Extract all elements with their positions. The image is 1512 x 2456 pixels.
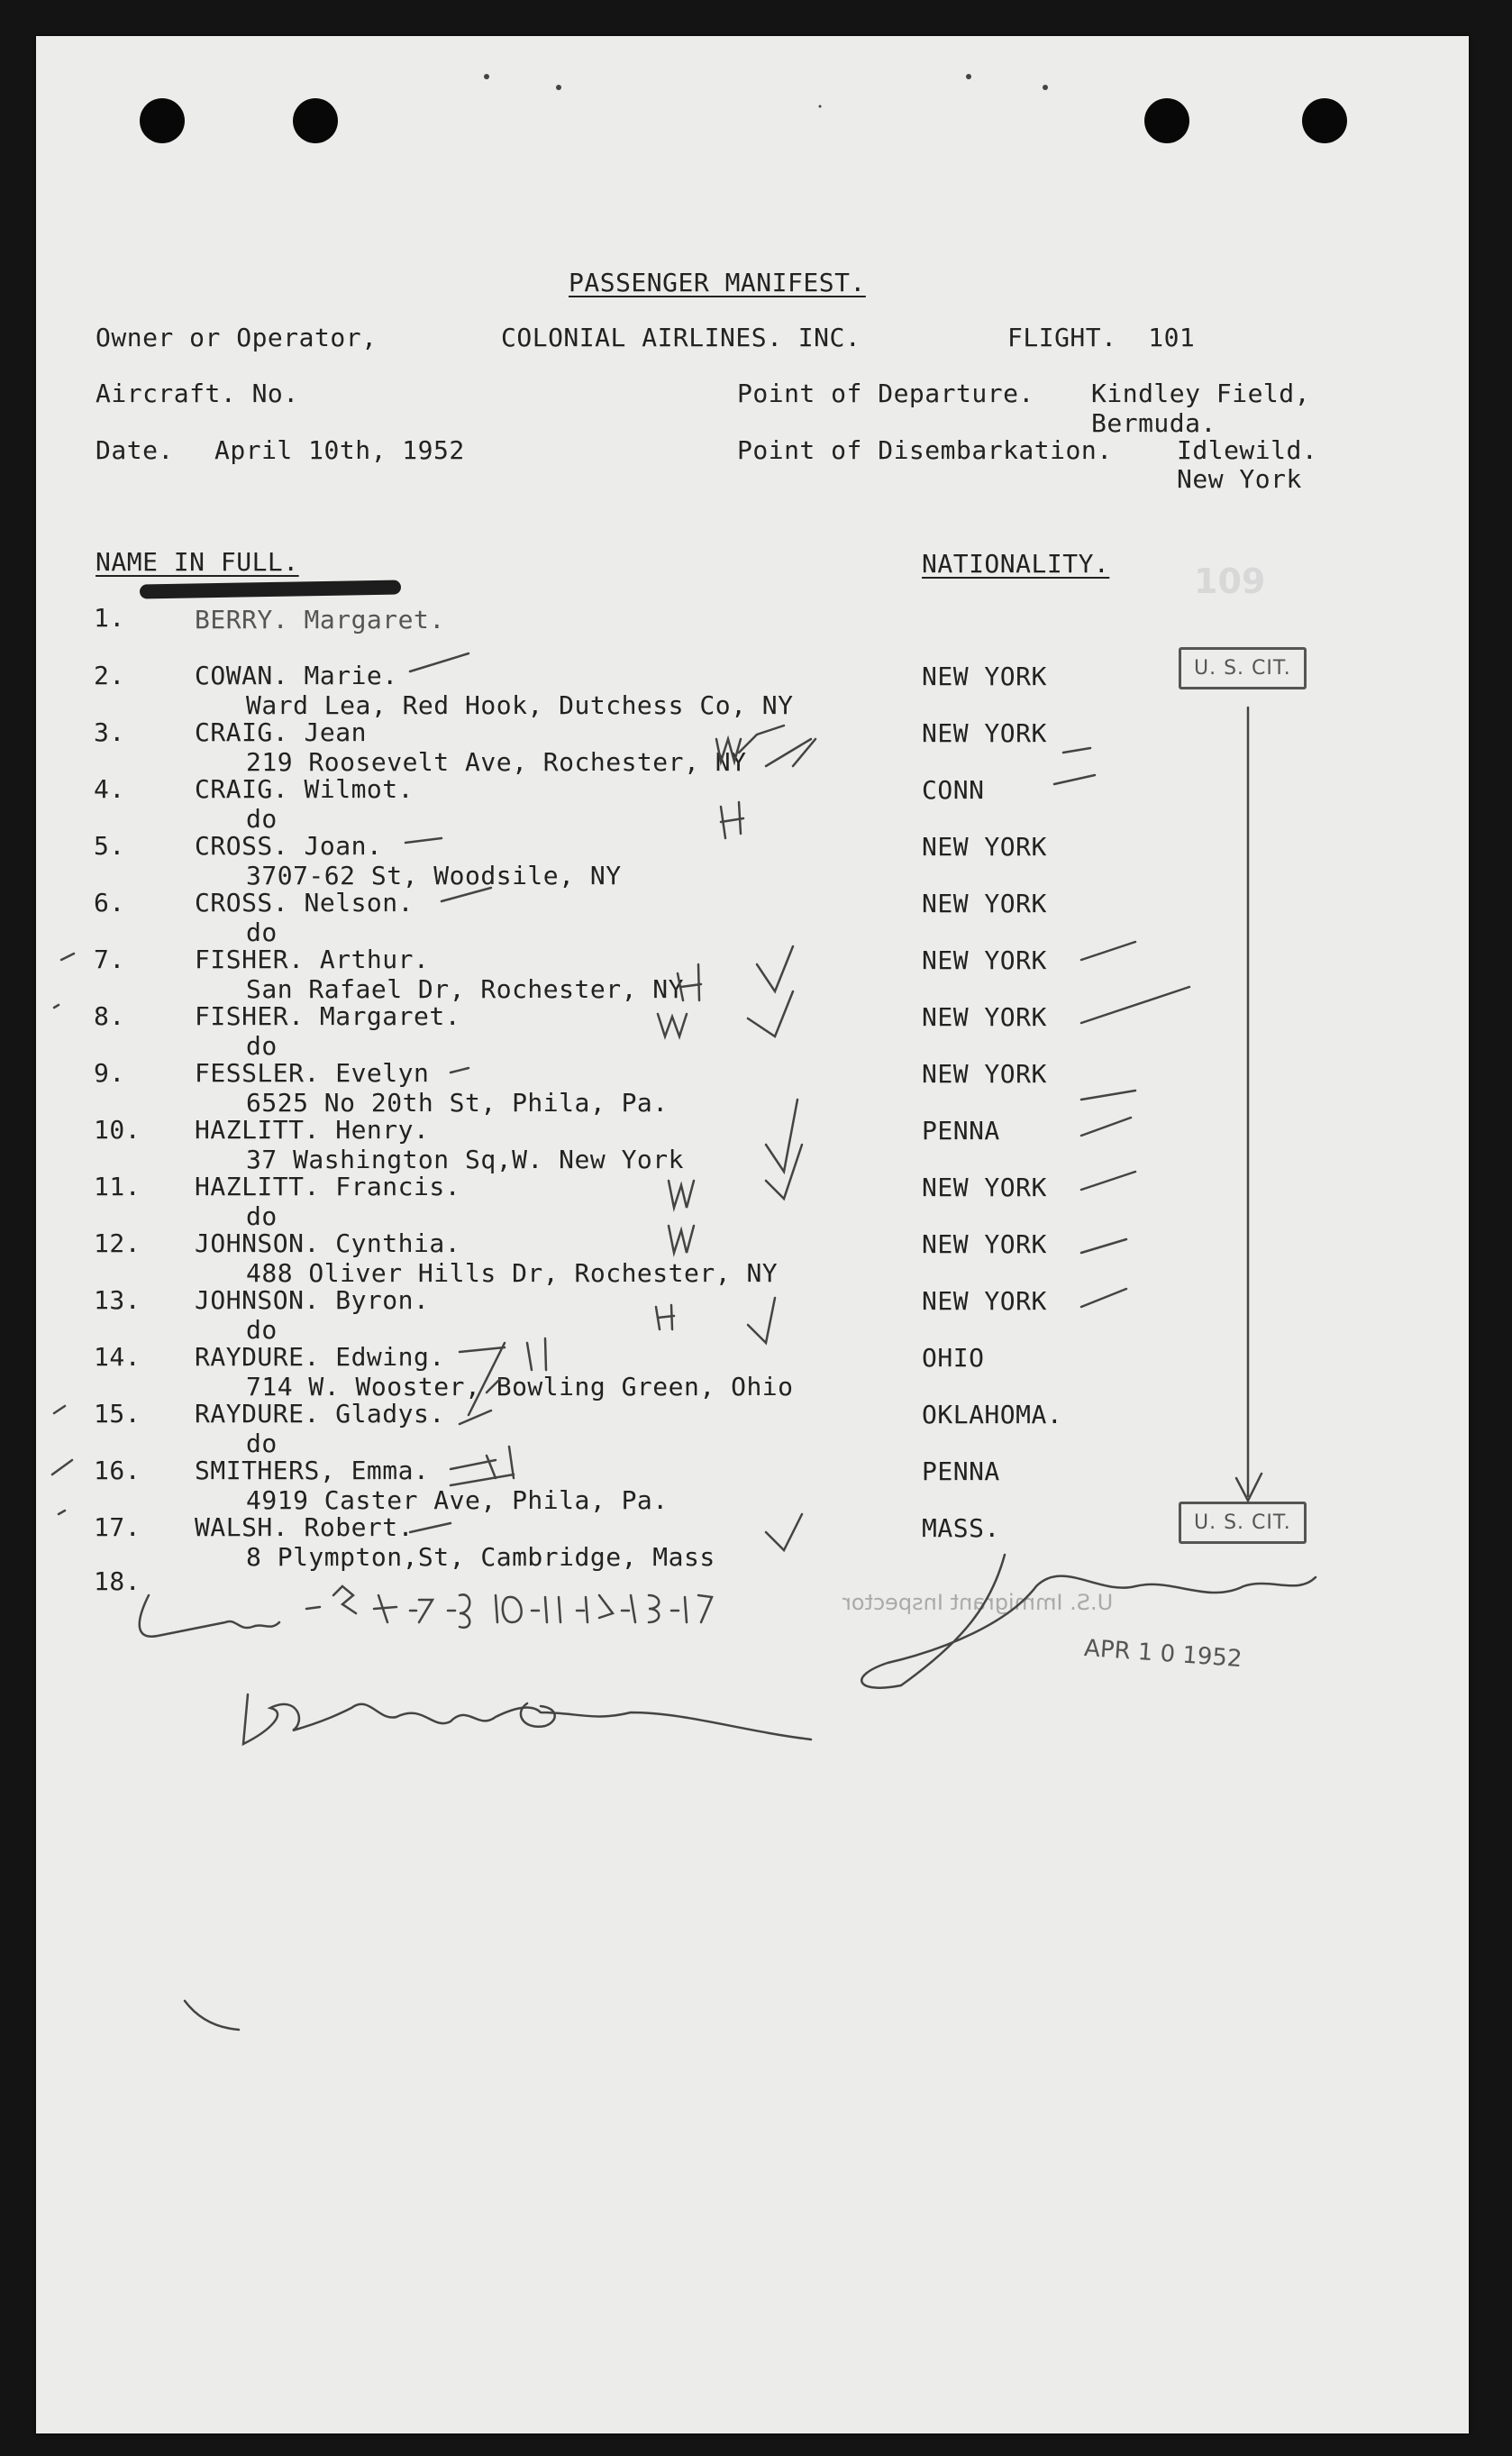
- aircraft-label: Aircraft. No.: [96, 379, 299, 408]
- row-number: 1.: [94, 603, 125, 633]
- passenger-name: BERRY. Margaret.: [195, 605, 445, 635]
- inspector-stamp: U.S. Immigrant Inspector: [843, 1590, 1114, 1615]
- row-number: 6.: [94, 888, 125, 918]
- row-number: 17.: [94, 1512, 141, 1542]
- row-number: 15.: [94, 1399, 141, 1429]
- row-number: 13.: [94, 1285, 141, 1315]
- departure-value-line2: Bermuda.: [1091, 408, 1216, 438]
- passenger-name: CROSS. Joan.: [195, 831, 383, 861]
- passenger-nationality: PENNA: [922, 1456, 1000, 1486]
- departure-value: Kindley Field,: [1091, 379, 1311, 408]
- row-number: 2.: [94, 661, 125, 690]
- passenger-name: HAZLITT. Henry.: [195, 1115, 430, 1145]
- passenger-nationality: OKLAHOMA.: [922, 1400, 1063, 1429]
- passenger-address: 4919 Caster Ave, Phila, Pa.: [246, 1485, 669, 1515]
- row-number: 12.: [94, 1228, 141, 1258]
- owner-value: COLONIAL AIRLINES. INC.: [501, 323, 861, 352]
- passenger-address: 3707-62 St, Woodsile, NY: [246, 861, 622, 890]
- passenger-nationality: NEW YORK: [922, 945, 1047, 975]
- passenger-nationality: NEW YORK: [922, 1229, 1047, 1259]
- passenger-name: FISHER. Arthur.: [195, 945, 430, 974]
- passenger-address: 6525 No 20th St, Phila, Pa.: [246, 1088, 669, 1118]
- passenger-nationality: OHIO: [922, 1343, 985, 1373]
- passenger-address: 714 W. Wooster, Bowling Green, Ohio: [246, 1372, 794, 1401]
- passenger-nationality: NEW YORK: [922, 1059, 1047, 1089]
- passenger-address: 37 Washington Sq,W. New York: [246, 1145, 685, 1174]
- passenger-name: SMITHERS, Emma.: [195, 1456, 430, 1485]
- passenger-nationality: CONN: [922, 775, 985, 805]
- passenger-name: CROSS. Nelson.: [195, 888, 414, 918]
- us-citizen-stamp: U. S. CIT.: [1179, 647, 1307, 689]
- passenger-address: do: [246, 804, 278, 834]
- us-citizen-stamp: U. S. CIT.: [1179, 1502, 1307, 1544]
- passenger-nationality: NEW YORK: [922, 1173, 1047, 1202]
- passenger-nationality: NEW YORK: [922, 1286, 1047, 1316]
- column-header-name: NAME IN FULL.: [96, 547, 299, 577]
- passenger-address: 8 Plympton,St, Cambridge, Mass: [246, 1542, 715, 1572]
- passenger-address: do: [246, 1429, 278, 1458]
- passenger-nationality: PENNA: [922, 1116, 1000, 1146]
- row-number: 9.: [94, 1058, 125, 1088]
- disembark-value: Idlewild.: [1177, 435, 1318, 465]
- passenger-nationality: MASS.: [922, 1513, 1000, 1543]
- passenger-name: FESSLER. Evelyn: [195, 1058, 430, 1088]
- row-number: 7.: [94, 945, 125, 974]
- passenger-nationality: NEW YORK: [922, 718, 1047, 748]
- passenger-name: COWAN. Marie.: [195, 661, 398, 690]
- passenger-name: CRAIG. Jean: [195, 717, 367, 747]
- row-number: 5.: [94, 831, 125, 861]
- date-value: April 10th, 1952: [214, 435, 465, 465]
- passenger-address: do: [246, 1031, 278, 1061]
- passenger-nationality: NEW YORK: [922, 832, 1047, 862]
- passenger-nationality: NEW YORK: [922, 662, 1047, 691]
- row-number: 3.: [94, 717, 125, 747]
- row-number: 4.: [94, 774, 125, 804]
- passenger-address: San Rafael Dr, Rochester, NY: [246, 974, 685, 1004]
- passenger-name: RAYDURE. Gladys.: [195, 1399, 445, 1429]
- faint-number: 109: [1194, 562, 1266, 601]
- passenger-address: do: [246, 1315, 278, 1345]
- passenger-address: do: [246, 918, 278, 947]
- passenger-name: JOHNSON. Cynthia.: [195, 1228, 461, 1258]
- date-label: Date.: [96, 435, 174, 465]
- passenger-address: 219 Roosevelt Ave, Rochester, NY: [246, 747, 747, 777]
- manifest-title: PASSENGER MANIFEST.: [569, 268, 866, 297]
- passenger-nationality: NEW YORK: [922, 889, 1047, 918]
- row-number: 14.: [94, 1342, 141, 1372]
- column-header-nationality: NATIONALITY.: [922, 549, 1110, 579]
- flight-number: FLIGHT. 101: [1007, 323, 1196, 352]
- passenger-address: Ward Lea, Red Hook, Dutchess Co, NY: [246, 690, 794, 720]
- passenger-name: FISHER. Margaret.: [195, 1001, 461, 1031]
- passenger-name: WALSH. Robert.: [195, 1512, 414, 1542]
- passenger-nationality: NEW YORK: [922, 1002, 1047, 1032]
- disembark-value-line2: New York: [1177, 464, 1302, 494]
- owner-label: Owner or Operator,: [96, 323, 378, 352]
- passenger-address: 488 Oliver Hills Dr, Rochester, NY: [246, 1258, 779, 1288]
- passenger-name: JOHNSON. Byron.: [195, 1285, 430, 1315]
- row-number: 16.: [94, 1456, 141, 1485]
- passenger-address: do: [246, 1201, 278, 1231]
- passenger-name: RAYDURE. Edwing.: [195, 1342, 445, 1372]
- date-stamp: APR 1 0 1952: [1083, 1634, 1243, 1674]
- row-number: 8.: [94, 1001, 125, 1031]
- disembark-label: Point of Disembarkation.: [737, 435, 1113, 465]
- departure-label: Point of Departure.: [737, 379, 1034, 408]
- row-number: 11.: [94, 1172, 141, 1201]
- passenger-name: HAZLITT. Francis.: [195, 1172, 461, 1201]
- row-number: 10.: [94, 1115, 141, 1145]
- row-number: 18.: [94, 1566, 141, 1596]
- passenger-name: CRAIG. Wilmot.: [195, 774, 414, 804]
